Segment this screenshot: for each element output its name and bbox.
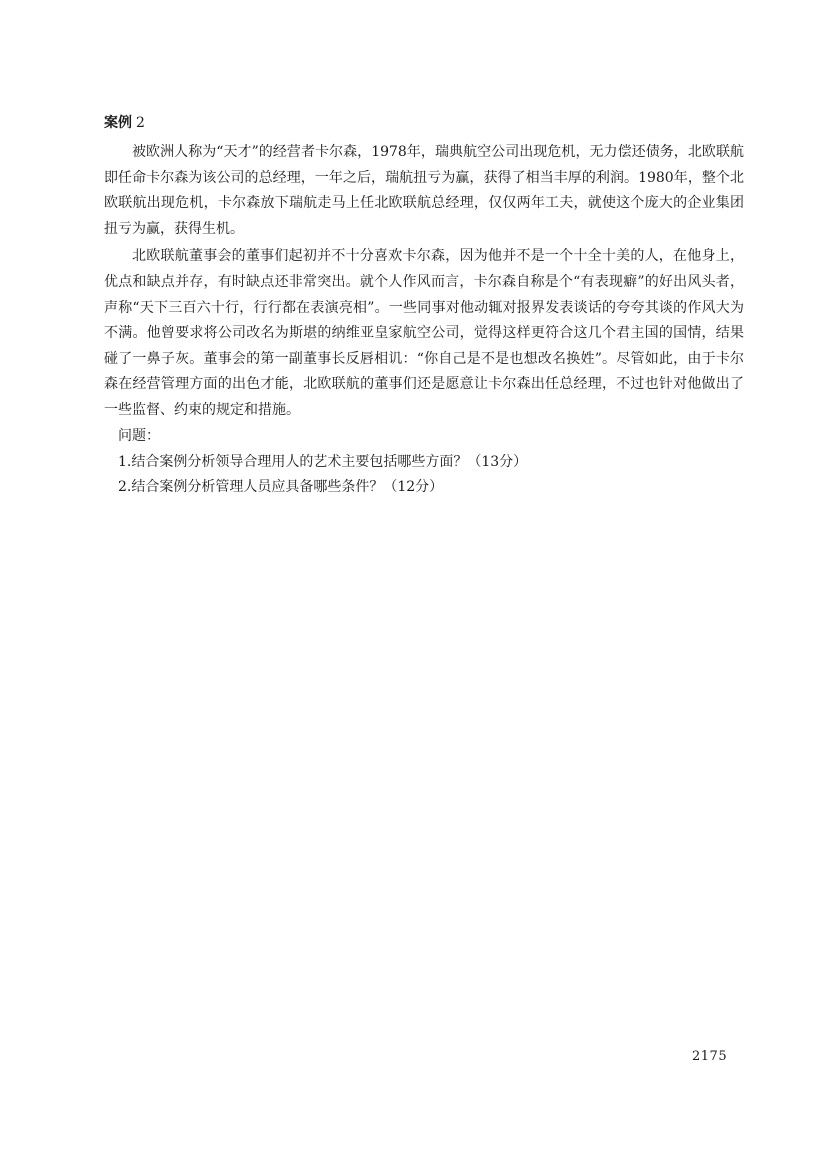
page-number: 2175 — [692, 1049, 728, 1064]
question-2: 2.结合案例分析管理人员应具备哪些条件？（12分） — [118, 479, 444, 496]
questions-section — [104, 424, 744, 501]
case-paragraph-1: 被欧洲人称为“天才”的经营者卡尔森，1978年，瑞典航空公司出现危机，无力偿还债务，北欧联航即任命卡尔森为该公司的总经理，一年之后，瑞航扭亏为赢，获得了相当丰厚的利润。1980年，整个北欧联航出现危机，卡尔森放下瑞航走马上任北欧联航总经理，仅仅两年工夫，就使这个庞大的企业集团扭亏为赢，获得生机。 — [104, 144, 744, 237]
case-number: 2 — [136, 115, 145, 131]
case-title — [104, 113, 145, 133]
case-label: 案例 — [104, 115, 132, 131]
case-body — [104, 140, 744, 424]
questions-heading: 问题： — [118, 428, 160, 444]
question-1: 1.结合案例分析领导合理用人的艺术主要包括哪些方面？（13分） — [118, 453, 528, 470]
case-paragraph-2: 北欧联航董事会的董事们起初并不十分喜欢卡尔森，因为他并不是一个十全十美的人，在他身上，优点和缺点并存，有时缺点还非常突出。就个人作风而言，卡尔森自称是个“有表现癖”的好出风头者，声称“天下三百六十行，行行都在表演亮相”。一些同事对他动辄对报界发表谈话的夸夸其谈的作风大为不满。他曾要求将公司改名为斯堪的纳维亚皇家航空公司，觉得这样更符合这几个君主国的国情，结果碰了一鼻子灰。董事会的第一副董事长反唇相讥：“你自己是不是也想改名换姓”。尽管如此，由于卡尔森在经营管理方面的出色才能，北欧联航的董事们还是愿意让卡尔森出任总经理，不过也针对他做出了一些监督、约束的规定和措施。 — [104, 248, 744, 418]
